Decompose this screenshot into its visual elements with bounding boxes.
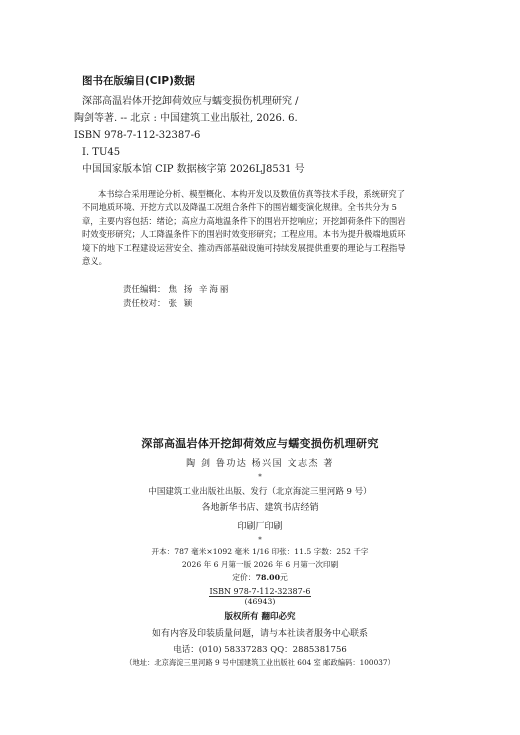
price-line — [0, 572, 520, 583]
publisher-line: 中国建筑工业出版社出版、发行（北京海淀三里河路 9 号） — [148, 487, 372, 497]
distributor-line: 各地新华书店、建筑书店经销 — [201, 503, 319, 513]
cip-heading: 图书在版编目(CIP)数据 — [82, 75, 195, 87]
abstract-line: 时效变形研究；人工降温条件下的围岩时效变形研究；工程应用。本书为提升极端地质环 — [82, 229, 406, 240]
cip-title-line: 深部高温岩体开挖卸荷效应与蠕变损伤机理研究 / — [82, 96, 299, 107]
chief-editor-row — [123, 283, 230, 297]
quality-notice: 如有内容及印装质量问题，请与本社读者服务中心联系 — [151, 629, 368, 639]
contact-phone: 电话：(010) 58337283 QQ：2885381756 — [173, 645, 347, 655]
abstract-line: 本书综合采用理论分析、模型概化、本构开发以及数值仿真等技术手段，系统研究了 — [98, 189, 405, 199]
publisher-address: （地址：北京海淀三里河路 9 号中国建筑工业出版社 604 室 邮政编码：100037） — [125, 658, 395, 667]
price-value: 78.00 — [255, 573, 280, 582]
format-spec-line: 开本：787 毫米×1092 毫米 1/16 印张：11.5 字数：252 千字 — [151, 547, 369, 556]
proofreader-label: 责任校对： — [123, 299, 166, 309]
cip-record-line: 中国国家版本馆 CIP 数据核字第 2026LJ8531 号 — [82, 164, 305, 175]
proofreader-names: 张 颖 — [168, 299, 195, 309]
price-label: 定价： — [232, 573, 256, 582]
price-unit: 元 — [280, 573, 288, 582]
cip-class-line: Ⅰ. TU45 — [82, 147, 121, 158]
abstract-block — [82, 188, 438, 268]
colophon-block — [0, 430, 520, 668]
book-title: 深部高温岩体开挖卸荷效应与蠕变损伤机理研究 — [141, 437, 379, 450]
book-authors: 陶 剑 鲁功达 杨兴国 文志杰 著 — [186, 459, 334, 469]
cip-block — [74, 73, 454, 178]
edition-line: 2026 年 6 月第一版 2026 年 6 月第一次印刷 — [181, 560, 339, 569]
abstract-line: 章，主要内容包括：绪论；高应力高地温条件下的围岩开挖响应；开挖卸荷条件下的围岩 — [82, 215, 406, 226]
chief-editor-label: 责任编辑： — [123, 285, 166, 295]
editors-block — [123, 283, 230, 311]
cip-isbn-line: ISBN 978-7-112-32387-6 — [74, 130, 201, 141]
chief-editor-names: 焦 扬 辛海丽 — [168, 285, 231, 295]
abstract-line: 意义。 — [82, 256, 107, 267]
separator-star: * — [258, 473, 262, 481]
proofreader-row — [123, 297, 230, 311]
printer-line: 印刷厂印刷 — [237, 522, 283, 532]
cip-authors-line: 陶剑等著. -- 北京 : 中国建筑工业出版社, 2026. 6. — [74, 113, 298, 124]
rights-line: 版权所有 翻印必究 — [224, 612, 296, 622]
isbn-code: ISBN 978-7-112-32387-6 — [209, 587, 311, 596]
abstract-line: 境下的地下工程建设运营安全、推动西部基础设施可持续发展提供重要的理论与工程指导 — [82, 242, 406, 253]
separator-star: * — [258, 536, 262, 544]
book-code: (46943) — [244, 597, 276, 606]
abstract-line: 不同地质环境、开挖方式以及降温工况组合条件下的围岩蠕变演化规律。全书共分为 5 — [82, 202, 397, 213]
